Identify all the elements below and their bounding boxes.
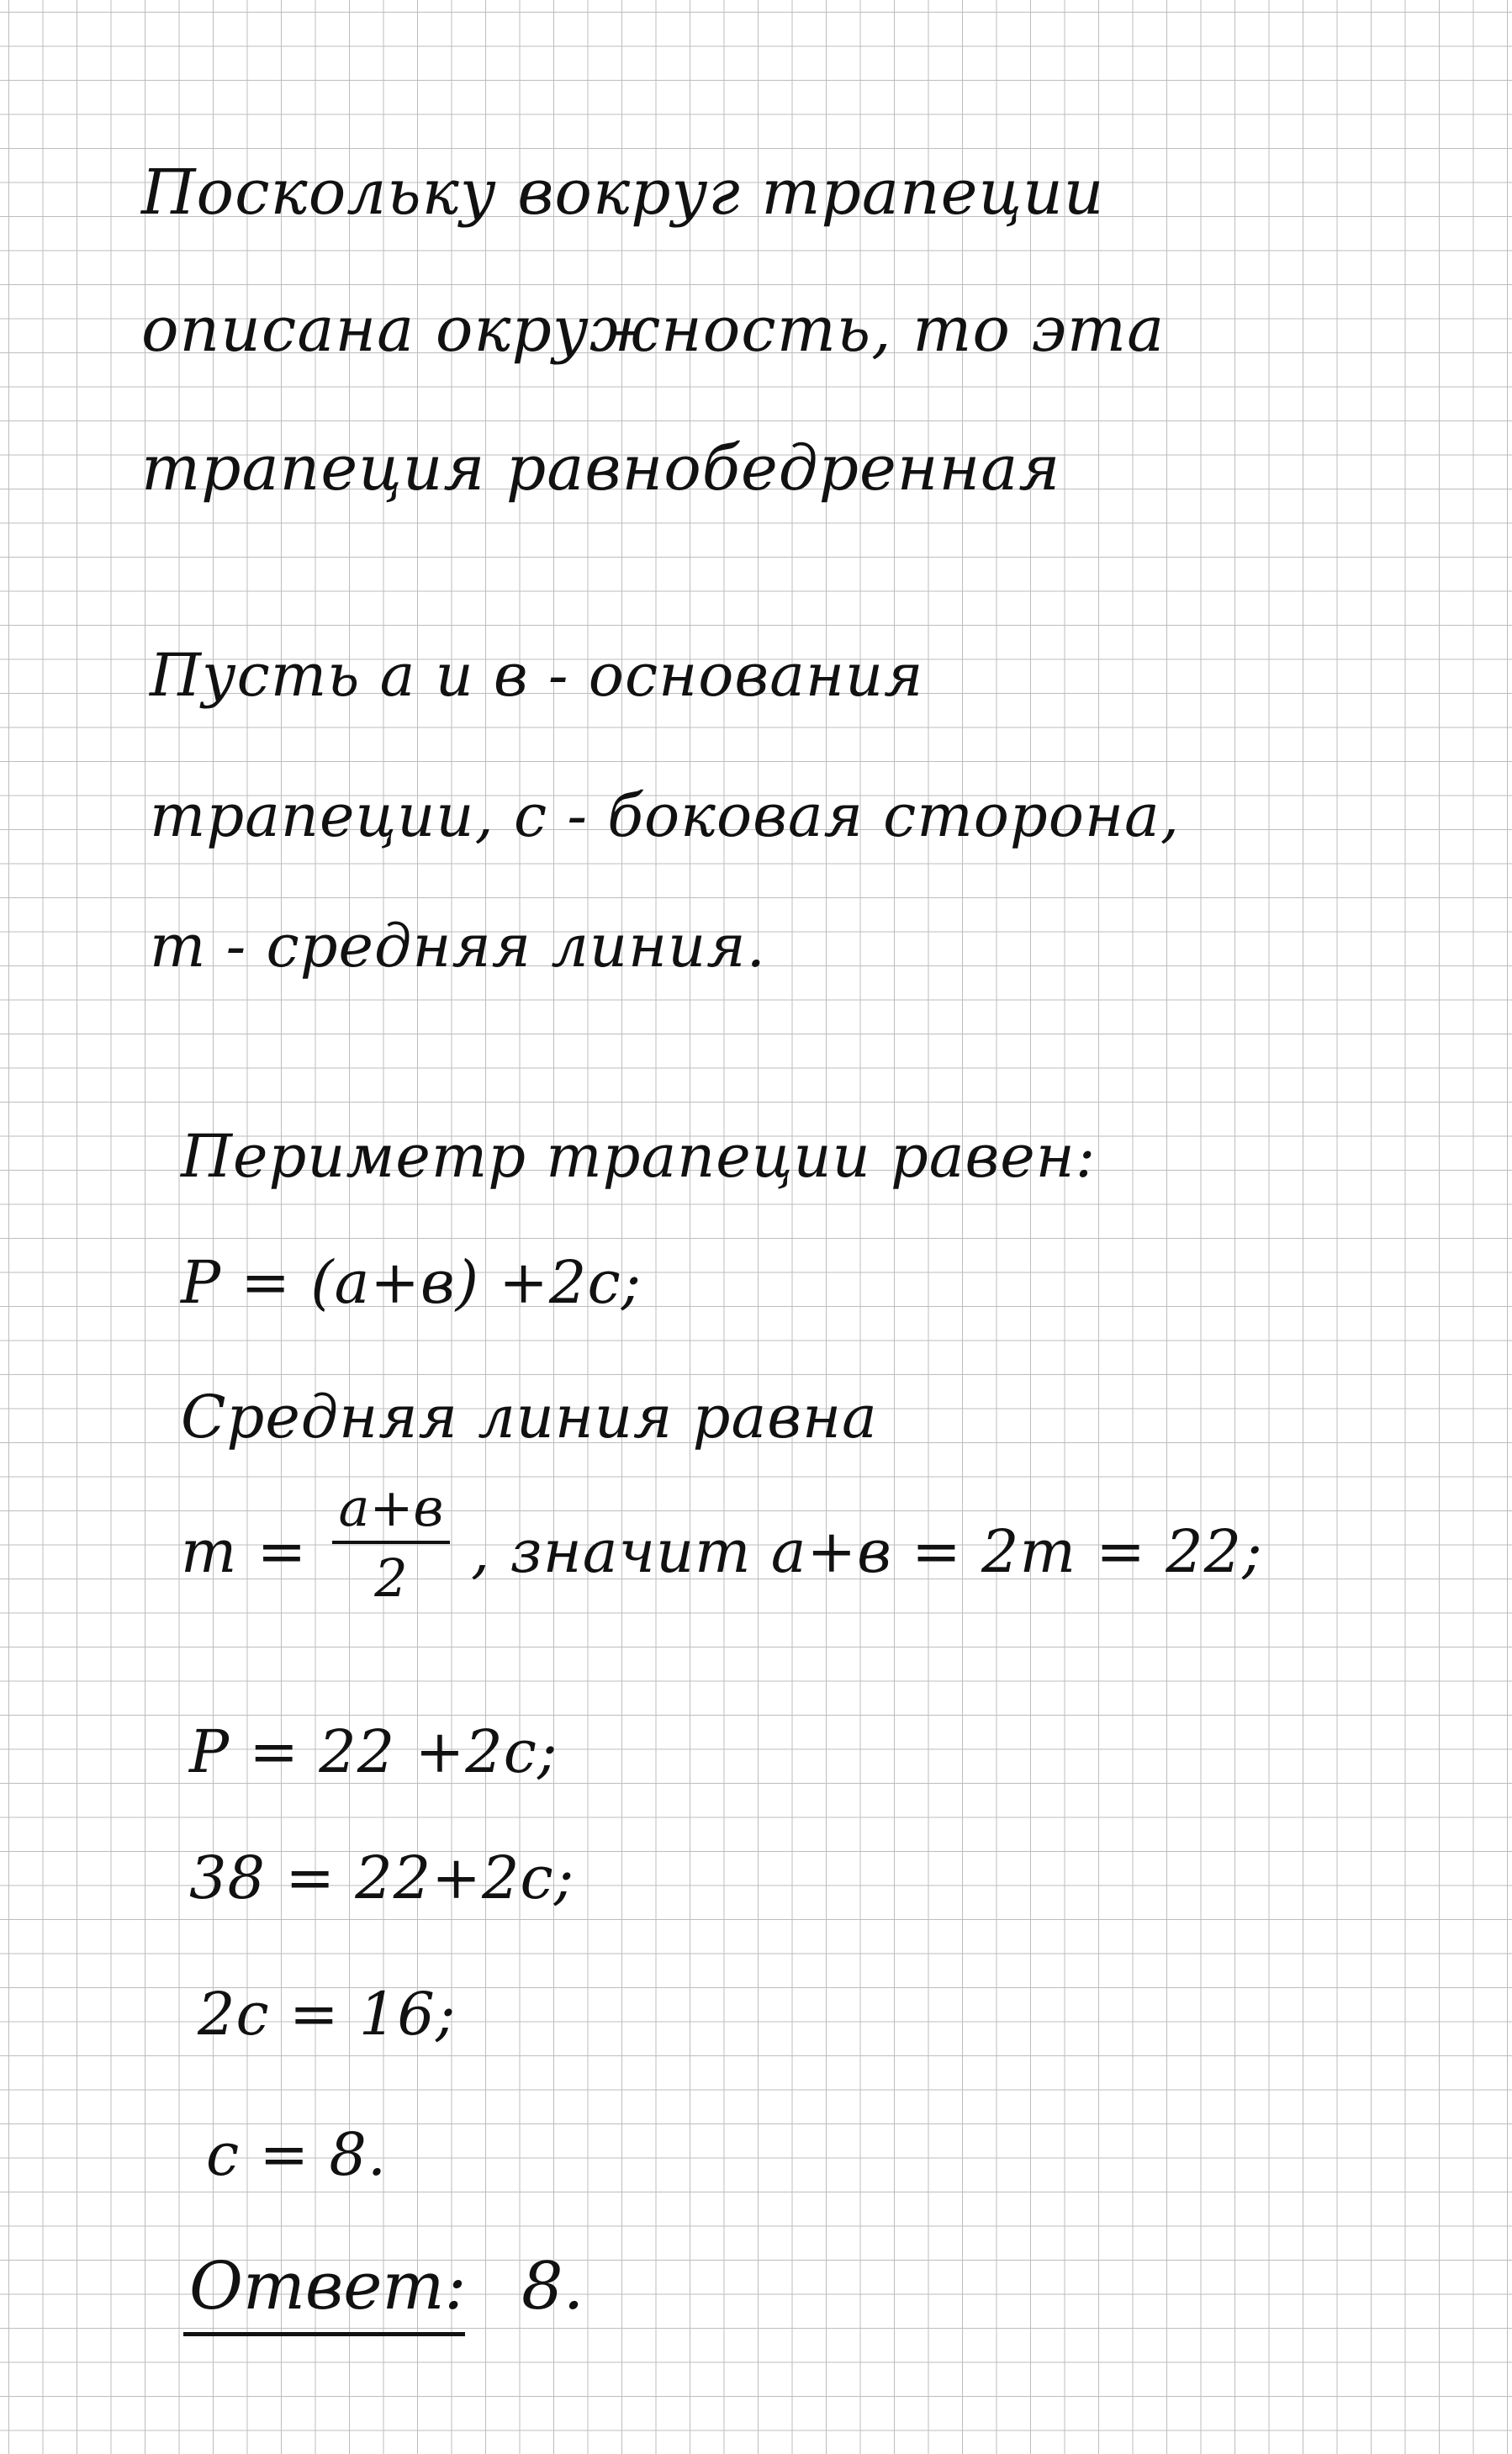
fraction-numerator: a+в [338, 1477, 444, 1538]
intro-line-2: описана окружность, то эта [141, 294, 1166, 366]
midline-lhs: m = [181, 1517, 308, 1586]
answer-label: Ответ: [189, 2249, 467, 2324]
intro-line-3: трапеция равнобедренная [141, 432, 1061, 505]
definition-line-1: Пусть a и в - основания [150, 641, 924, 710]
intro-line-1: Поскольку вокруг трапеции [141, 156, 1105, 229]
step-1: P = 22 +2c; [189, 1717, 558, 1786]
fraction-denominator: 2 [374, 1547, 408, 1609]
midline-intro: Средняя линия равна [181, 1383, 878, 1452]
definition-line-2: трапеции, с - боковая сторона, [150, 781, 1180, 850]
step-2: 38 = 22+2c; [189, 1843, 575, 1912]
answer-underline [183, 2332, 465, 2336]
definition-line-3: m - средняя линия. [150, 912, 766, 981]
midline-conclusion: , значит a+в = 2m = 22; [471, 1517, 1263, 1586]
perimeter-intro: Периметр трапеции равен: [181, 1122, 1097, 1191]
step-4: c = 8. [206, 2120, 388, 2189]
perimeter-formula: P = (a+в) +2c; [181, 1248, 642, 1317]
answer-value: 8. [521, 2249, 584, 2324]
step-3: 2c = 16; [198, 1980, 457, 2049]
fraction-bar [332, 1541, 450, 1544]
